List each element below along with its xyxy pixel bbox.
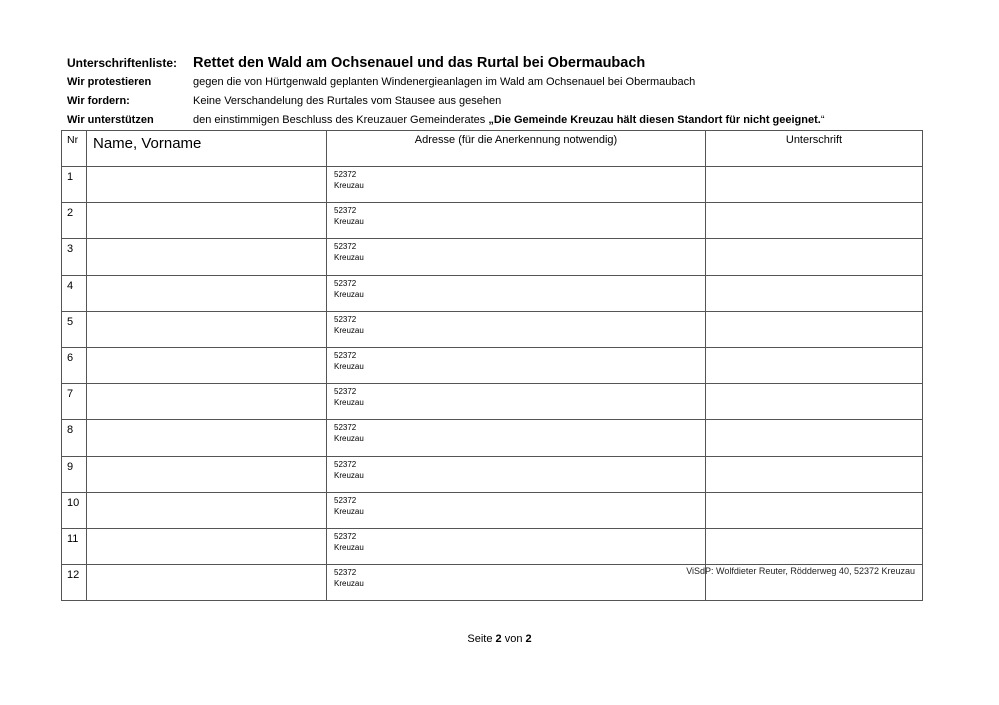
address-postcode: 52372 [334,170,357,179]
table-row [62,239,923,275]
signature-field[interactable] [706,167,923,203]
table-row [62,492,923,528]
info-row-demand [67,95,927,113]
imprint: ViSdP: Wolfdieter Reuter, Rödderweg 40, 52372 Kreuzau [686,566,915,576]
signature-field[interactable] [706,528,923,564]
address-postcode: 52372 [334,242,357,252]
name-field[interactable] [87,528,327,564]
info-label-protest: Wir protestieren [67,76,152,88]
title-row [67,55,927,75]
page-title: Rettet den Wald am Ochsenauel und das Rurtal bei Obermaubach [193,55,646,71]
name-field[interactable] [87,167,327,203]
table-row [62,347,923,383]
row-number: 7 [62,384,87,420]
signature-field[interactable] [706,456,923,492]
row-number: 5 [62,311,87,347]
signature-field[interactable] [706,347,923,383]
name-field[interactable] [87,456,327,492]
info-text-support-prefix: den einstimmigen Beschluss des Kreuzauer Gemeinderates [193,114,489,126]
row-number: 12 [62,565,87,601]
table-row [62,167,923,203]
address-field[interactable] [327,456,706,492]
signature-field[interactable] [706,311,923,347]
info-label-support: Wir unterstützen [67,114,154,126]
row-number: 1 [62,167,87,203]
address-city: Kreuzau [334,434,364,444]
page-number [0,633,999,645]
row-number: 3 [62,239,87,275]
name-field[interactable] [87,311,327,347]
table-header-row [62,131,923,167]
title-label: Unterschriftenliste: [67,56,178,70]
address-city: Kreuzau [334,506,364,516]
name-field[interactable] [87,347,327,383]
info-text-demand: Keine Verschandelung des Rurtales vom Stausee aus gesehen [193,95,502,107]
address-field[interactable] [327,167,706,203]
signature-field[interactable] [706,384,923,420]
address-city: Kreuzau [334,542,364,552]
address-field[interactable] [327,565,706,601]
address-field[interactable] [327,275,706,311]
address-city: Kreuzau [334,181,364,190]
signature-table [61,130,923,601]
header-name: Name, Vorname [87,131,327,167]
address-city: Kreuzau [334,253,364,263]
info-text-support-suffix: “ [820,114,825,126]
signature-field[interactable] [706,492,923,528]
address-field[interactable] [327,311,706,347]
address-city: Kreuzau [334,398,364,408]
table-row [62,203,923,239]
info-text-protest: gegen die von Hürtgenwald geplanten Windenergieanlagen im Wald am Ochsenauel bei Obermaubach [193,76,696,88]
address-city: Kreuzau [334,361,364,371]
row-number: 9 [62,456,87,492]
address-postcode: 52372 [334,568,357,578]
address-postcode: 52372 [334,495,357,505]
address-city: Kreuzau [334,325,364,335]
table-row [62,384,923,420]
address-field[interactable] [327,528,706,564]
header-signature: Unterschrift [706,131,923,167]
table-row [62,275,923,311]
name-field[interactable] [87,203,327,239]
header-address: Adresse (für die Anerkennung notwendig) [327,131,706,167]
table-row [62,311,923,347]
table-row [62,528,923,564]
name-field[interactable] [87,492,327,528]
row-number: 6 [62,347,87,383]
address-postcode: 52372 [334,278,357,288]
address-field[interactable] [327,203,706,239]
address-field[interactable] [327,239,706,275]
page-number-prefix: Seite [467,633,496,645]
address-postcode: 52372 [334,459,357,469]
name-field[interactable] [87,384,327,420]
address-city: Kreuzau [334,217,364,227]
row-number: 2 [62,203,87,239]
info-text-support-quote: „Die Gemeinde Kreuzau hält diesen Standort für nicht geeignet. [488,114,821,126]
name-field[interactable] [87,420,327,456]
address-field[interactable] [327,492,706,528]
page-number-current: 2 [495,633,502,645]
name-field[interactable] [87,275,327,311]
header-nr: Nr [62,131,87,167]
signature-field[interactable] [706,203,923,239]
address-postcode: 52372 [334,314,357,324]
table-row [62,456,923,492]
signature-table-body [62,167,923,601]
address-postcode: 52372 [334,531,357,541]
address-postcode: 52372 [334,206,357,216]
address-field[interactable] [327,384,706,420]
signature-field[interactable] [706,420,923,456]
address-city: Kreuzau [334,289,364,299]
address-city: Kreuzau [334,470,364,480]
address-postcode: 52372 [334,350,357,360]
address-city: Kreuzau [334,579,364,589]
name-field[interactable] [87,239,327,275]
document-header [67,55,927,132]
row-number: 8 [62,420,87,456]
address-field[interactable] [327,420,706,456]
address-field[interactable] [327,347,706,383]
row-number: 10 [62,492,87,528]
table-row [62,420,923,456]
row-number: 4 [62,275,87,311]
signature-field[interactable] [706,275,923,311]
address-postcode: 52372 [334,423,357,433]
signature-field[interactable] [706,239,923,275]
info-label-demand: Wir fordern: [67,95,130,107]
address-postcode: 52372 [334,387,357,397]
page-number-total: 2 [525,633,532,645]
row-number: 11 [62,528,87,564]
info-text-support [193,114,825,126]
info-row-protest [67,76,927,94]
page-number-middle: von [501,633,526,645]
name-field[interactable] [87,565,327,601]
